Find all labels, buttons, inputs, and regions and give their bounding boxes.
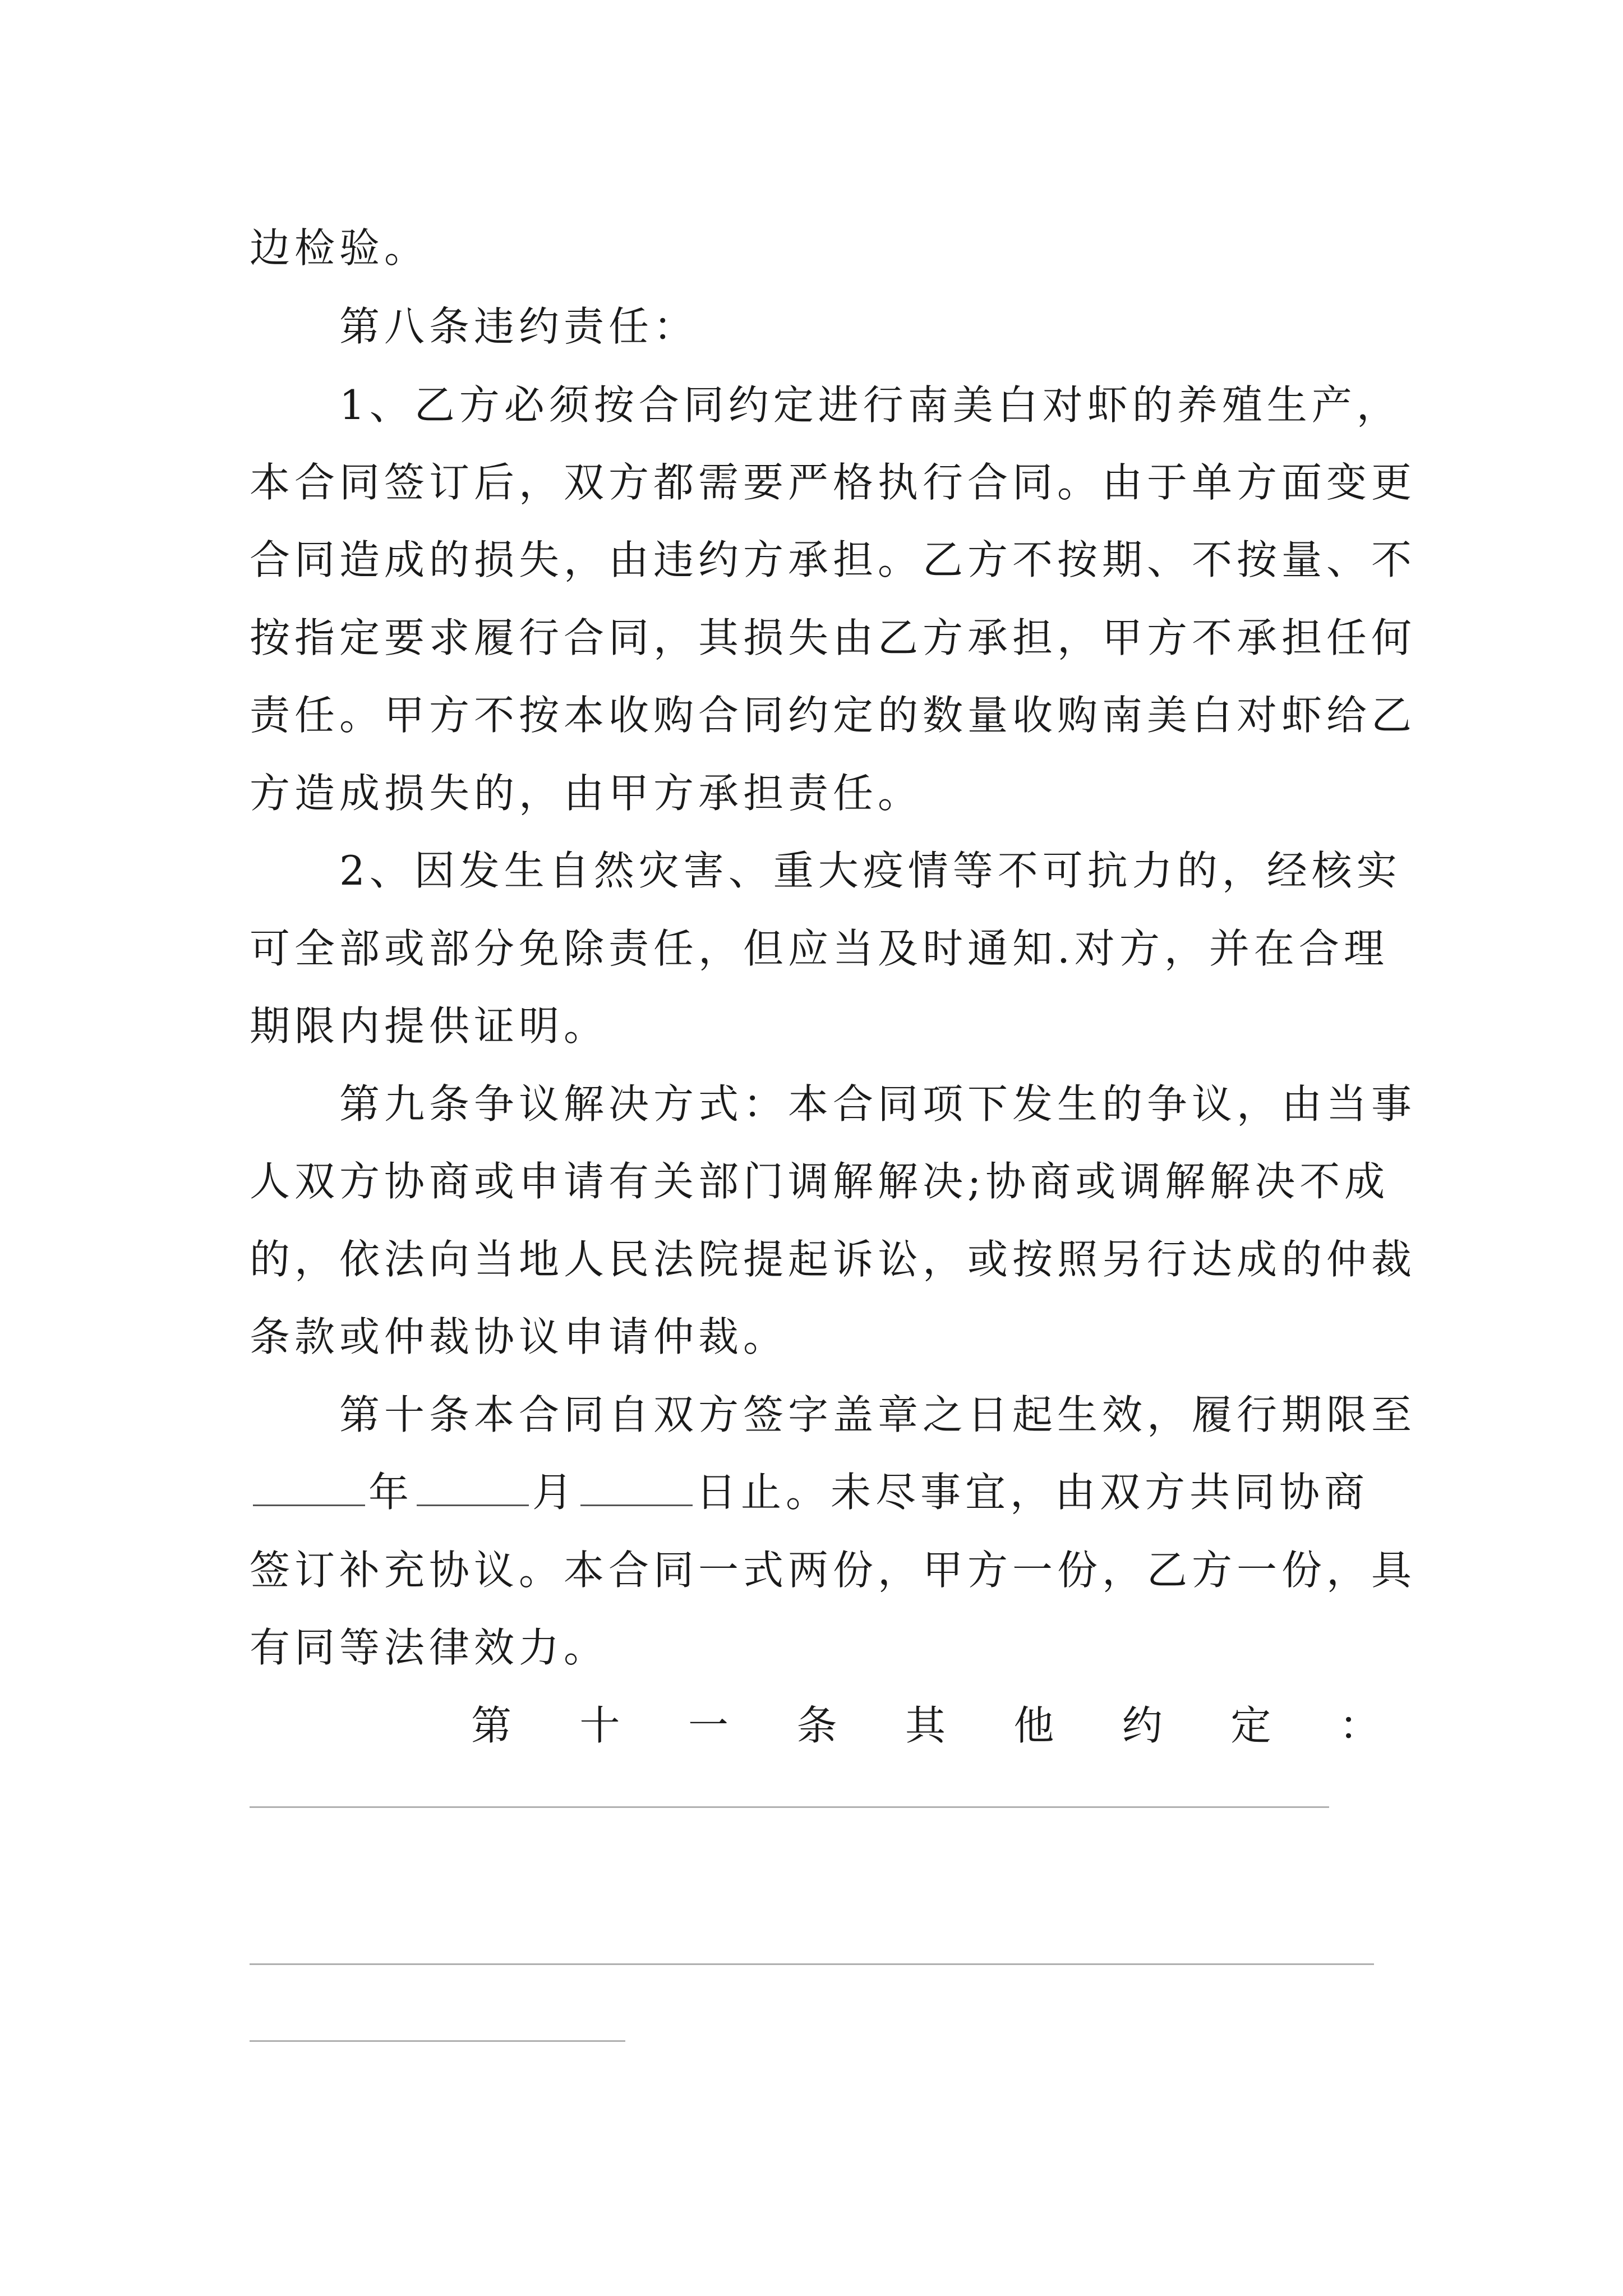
- year-label: 年: [368, 1469, 414, 1516]
- article-8-heading: 第八条违约责任：: [339, 303, 699, 350]
- term-date-line: [250, 1464, 1369, 1520]
- heading-char: 十: [579, 1702, 620, 1749]
- heading-char: 定: [1230, 1702, 1271, 1749]
- fill-in-line: [250, 1963, 1374, 1965]
- article-11-heading: [471, 1697, 1380, 1754]
- year-blank: [253, 1471, 365, 1506]
- fill-in-line: [250, 2040, 625, 2042]
- paragraph-line: 有同等法律效力。: [250, 1624, 609, 1671]
- paragraph-line: 的，依法向当地人民法院提起诉讼，或按照另行达成的仲裁: [250, 1236, 1417, 1283]
- paragraph-line: 条款或仲裁协议申请仲裁。: [250, 1313, 789, 1360]
- paragraph-line: 边检验。: [250, 224, 430, 272]
- date-line-rest: 日止。未尽事宜，由双方共同协商: [696, 1469, 1370, 1516]
- day-blank: [580, 1471, 693, 1506]
- paragraph-line: 期限内提供证明。: [250, 1002, 609, 1050]
- paragraph-line: 人双方协商或申请有关部门调解解决;协商或调解解决不成: [250, 1158, 1390, 1205]
- heading-char: ：: [1339, 1702, 1380, 1749]
- article-10-line: 第十条本合同自双方签字盖章之日起生效，履行期限至: [339, 1391, 1417, 1438]
- fill-in-line: [250, 1806, 1329, 1808]
- paragraph-line: 方造成损失的，由甲方承担责任。: [250, 770, 923, 817]
- paragraph-line: 合同造成的损失，由违约方承担。乙方不按期、不按量、不: [250, 536, 1417, 583]
- heading-char: 第: [471, 1702, 512, 1749]
- month-label: 月: [532, 1469, 578, 1516]
- paragraph-line: 2、因发生自然灾害、重大疫情等不可抗力的，经核实: [339, 847, 1401, 894]
- heading-char: 约: [1122, 1702, 1163, 1749]
- heading-char: 他: [1013, 1702, 1054, 1749]
- article-9-line: 第九条争议解决方式：本合同项下发生的争议，由当事: [339, 1080, 1417, 1128]
- paragraph-line: 本合同签订后，双方都需要严格执行合同。由于单方面变更: [250, 459, 1417, 506]
- paragraph-line: 责任。甲方不按本收购合同约定的数量收购南美白对虾给乙: [250, 692, 1417, 739]
- paragraph-line: 签订补充协议。本合同一式两份，甲方一份，乙方一份，具: [250, 1547, 1417, 1594]
- paragraph-line: 可全部或部分免除责任，但应当及时通知.对方，并在合理: [250, 925, 1389, 972]
- paragraph-line: 按指定要求履行合同，其损失由乙方承担，甲方不承担任何: [250, 614, 1417, 661]
- heading-char: 条: [796, 1702, 837, 1749]
- heading-char: 其: [905, 1702, 946, 1749]
- paragraph-line: 1、乙方必须按合同约定进行南美白对虾的养殖生产，: [339, 381, 1401, 429]
- heading-char: 一: [688, 1702, 728, 1749]
- month-blank: [417, 1471, 529, 1506]
